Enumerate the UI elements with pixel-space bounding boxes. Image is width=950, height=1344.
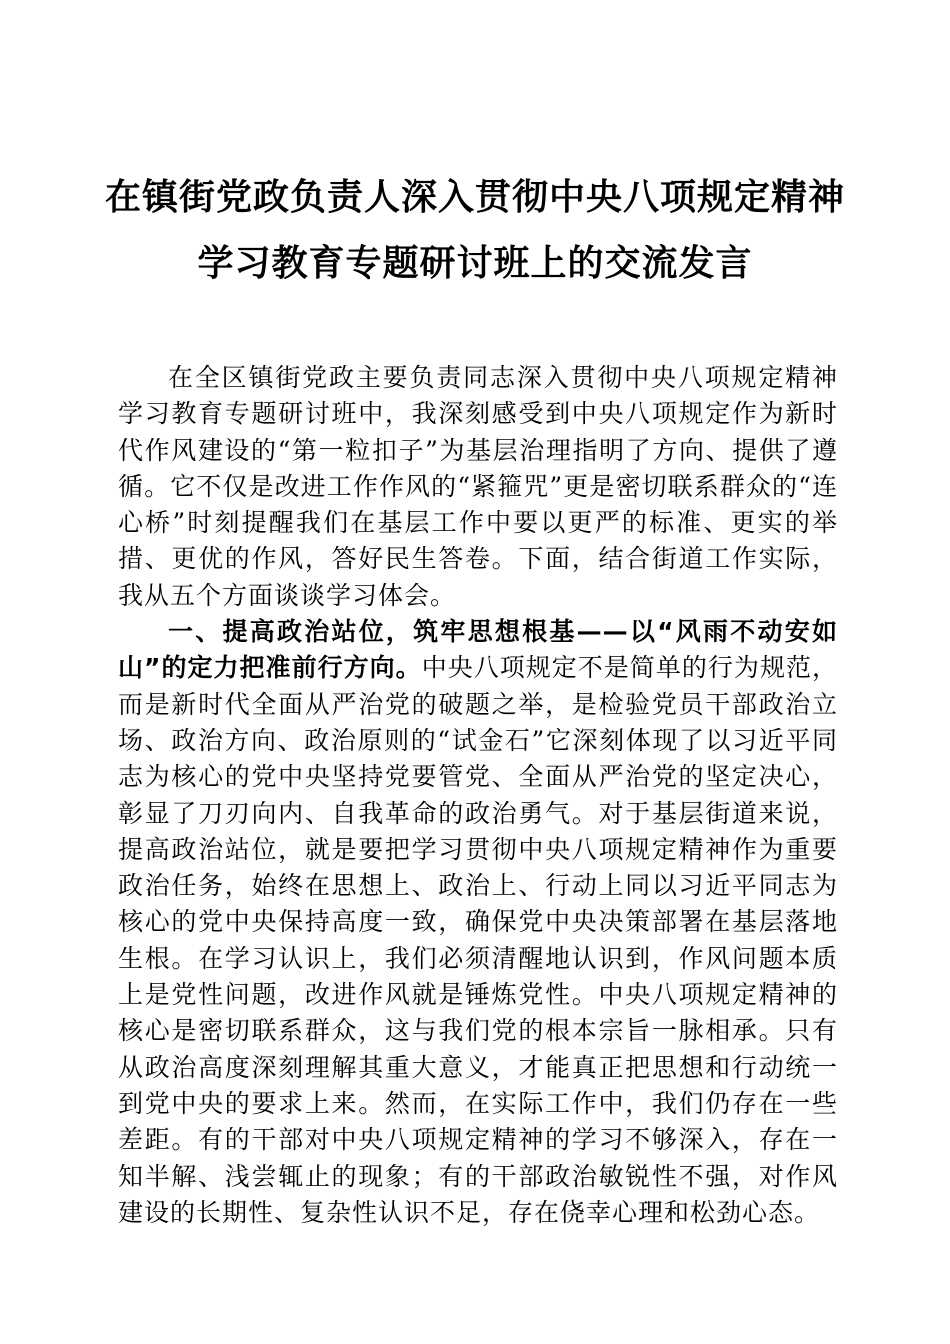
document-title-line-2: 学习教育专题研讨班上的交流发言 [197,242,753,284]
section-one-paragraph [118,614,838,1231]
intro-paragraph: 在全区镇街党政主要负责同志深入贯彻中央八项规定精神学习教育专题研讨班中，我深刻感受到中央八项规定作为新时代作风建设的“第一粒扣子”为基层治理指明了方向、提供了遵循。它不仅是改进工作作风的“紧箍咒”更是密切联系群众的“连心桥”时刻提醒我们在基层工作中要以更严的标准、更实的举措、更优的作风，答好民生答卷。下面，结合街道工作实际，我从五个方面谈谈学习体会。 [118,363,838,610]
document-title-line-1: 在镇街党政负责人深入贯彻中央八项规定精神 [104,176,845,218]
section-one-heading: 一、提高政治站位，筑牢思想根基——以“风雨不动安如山”的定力把准前行方向。 [118,617,838,683]
document-body [118,360,838,1231]
section-one-text: 中央八项规定不是简单的行为规范，而是新时代全面从严治党的破题之举，是检验党员干部政治立场、政治方向、政治原则的“试金石”它深刻体现了以习近平同志为核心的党中央坚持党要管党、全面从严治党的坚定决心，彰显了刀刃向内、自我革命的政治勇气。对于基层街道来说，提高政治站位，就是要把学习贯彻中央八项规定精神作为重要政治任务，始终在思想上、政治上、行动上同以习近平同志为核心的党中央保持高度一致，确保党中央决策部署在基层落地生根。在学习认识上，我们必须清醒地认识到，作风问题本质上是党性问题，改进作风就是锤炼党性。中央八项规定精神的核心是密切联系群众，这与我们党的根本宗旨一脉相承。只有从政治高度深刻理解其重大意义，才能真正把思想和行动统一到党中央的要求上来。然而，在实际工作中，我们仍存在一些差距。有的干部对中央八项规定精神的学习不够深入，存在一知半解、浅尝辄止的现象；有的干部政治敏锐性不强，对作风建设的长期性、复杂性认识不足，存在侥幸心理和松劲心态。 [118,653,838,1227]
